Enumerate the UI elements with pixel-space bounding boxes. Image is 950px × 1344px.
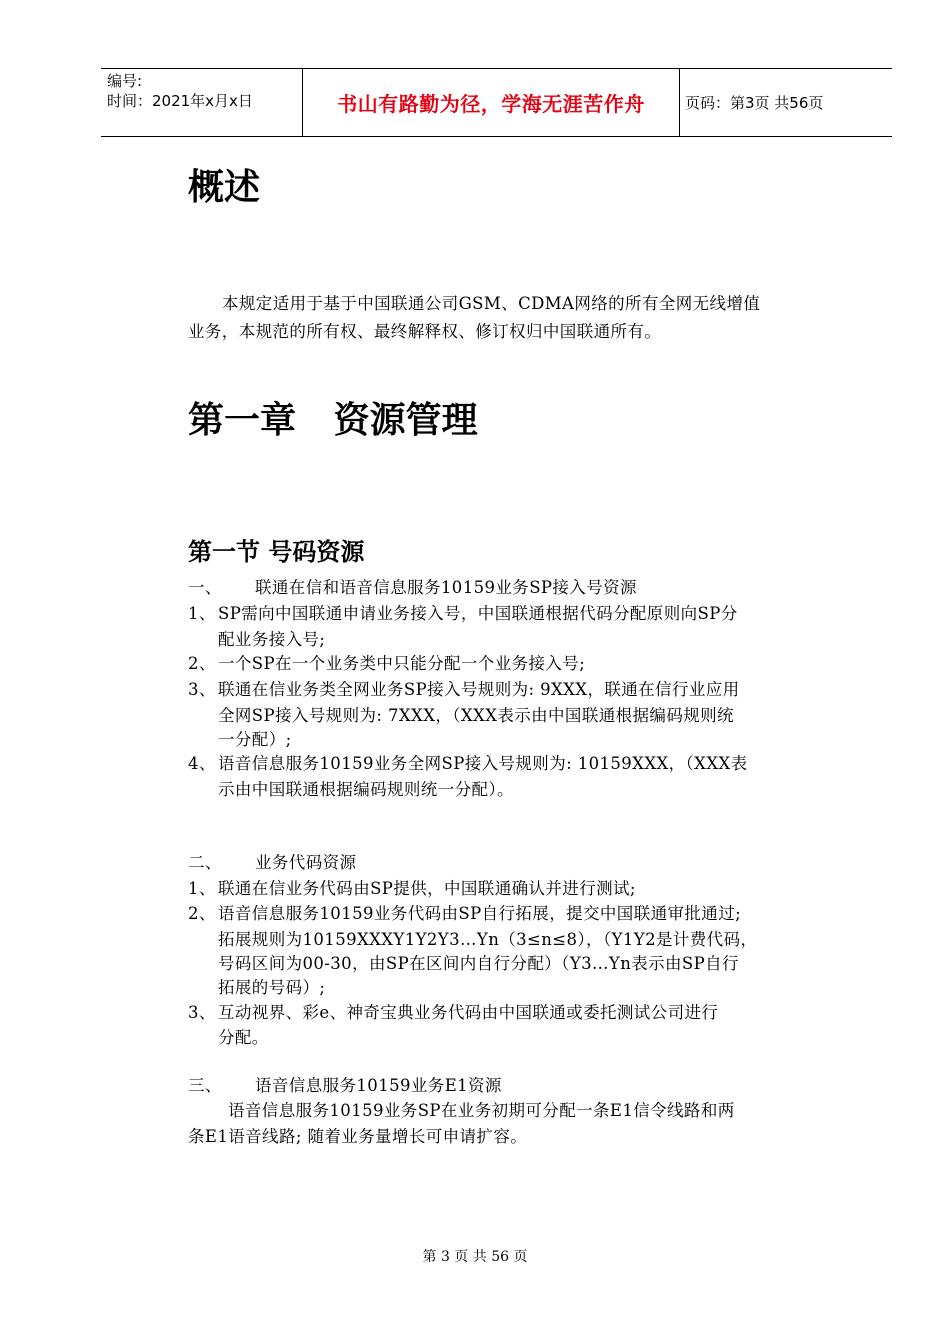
overview-paragraph-line: 本规定适用于基于中国联通公司GSM、CDMA网络的所有全网无线增值 bbox=[222, 294, 761, 313]
part-heading-text: 业务代码资源 bbox=[255, 853, 357, 872]
list-item-line: 分配。 bbox=[218, 1028, 269, 1047]
header-number-label: 编号: bbox=[107, 72, 143, 90]
header-motto-cell bbox=[302, 69, 680, 136]
list-item-number: 2、 bbox=[188, 654, 216, 673]
overview-paragraph-line: 业务，本规范的所有权、最终解释权、修订权归中国联通所有。 bbox=[188, 322, 662, 341]
part-heading-text: 语音信息服务10159业务E1资源 bbox=[255, 1076, 502, 1095]
part-paragraph-line: 条E1语音线路; 随着业务量增长可申请扩容。 bbox=[188, 1127, 528, 1146]
list-item-number: 2、 bbox=[188, 904, 216, 923]
list-item-line: SP需向中国联通申请业务接入号，中国联通根据代码分配原则向SP分 bbox=[218, 604, 738, 623]
list-item-line: 互动视界、彩e、神奇宝典业务代码由中国联通或委托测试公司进行 bbox=[218, 1003, 719, 1022]
list-item-line: 示由中国联通根据编码规则统一分配）。 bbox=[218, 780, 514, 799]
part-heading-number: 三、 bbox=[188, 1076, 222, 1095]
list-item-line: 拓展的号码）; bbox=[218, 978, 326, 997]
page-footer: 第 3 页 共 56 页 bbox=[422, 1249, 528, 1265]
list-item-line: 号码区间为00-30，由SP在区间内自行分配）（Y3…Yn表示由SP自行 bbox=[218, 954, 739, 973]
list-item-number: 3、 bbox=[188, 680, 216, 699]
list-item-line: 语音信息服务10159业务全网SP接入号规则为: 10159XXX，（XXX表 bbox=[218, 754, 748, 773]
header-page-cell bbox=[679, 69, 898, 136]
header-motto: 书山有路勤为径，学海无涯苦作舟 bbox=[337, 92, 645, 116]
part-heading-text: 联通在信和语音信息服务10159业务SP接入号资源 bbox=[255, 578, 637, 597]
list-item-line: 配业务接入号; bbox=[218, 630, 326, 649]
list-item-number: 4、 bbox=[188, 754, 216, 773]
list-item-number: 1、 bbox=[188, 604, 216, 623]
list-item-line: 拓展规则为10159XXXY1Y2Y3…Yn（3≤n≤8），（Y1Y2是计费代码， bbox=[218, 930, 758, 949]
list-item-line: 一个SP在一个业务类中只能分配一个业务接入号; bbox=[218, 654, 586, 673]
list-item-line: 联通在信业务类全网业务SP接入号规则为: 9XXX，联通在信行业应用 bbox=[218, 680, 740, 699]
list-item-line: 一分配）; bbox=[218, 730, 292, 749]
list-item-line: 联通在信业务代码由SP提供，中国联通确认并进行测试; bbox=[218, 879, 636, 898]
section-title: 第一节 号码资源 bbox=[188, 537, 365, 566]
list-item-number: 1、 bbox=[188, 879, 216, 898]
part-heading-number: 二、 bbox=[188, 853, 222, 872]
list-item-number: 3、 bbox=[188, 1003, 216, 1022]
list-item-line: 全网SP接入号规则为: 7XXX，（XXX表示由中国联通根据编码规则统 bbox=[218, 706, 734, 725]
chapter-title: 第一章 资源管理 bbox=[188, 399, 478, 441]
list-item-line: 语音信息服务10159业务代码由SP自行拓展，提交中国联通审批通过; bbox=[218, 904, 742, 923]
part-heading-number: 一、 bbox=[188, 578, 222, 597]
header-date-label: 时间：2021年x月x日 bbox=[107, 92, 253, 110]
overview-title: 概述 bbox=[188, 166, 261, 208]
part-paragraph-line: 语音信息服务10159业务SP在业务初期可分配一条E1信令线路和两 bbox=[228, 1101, 735, 1120]
page-header bbox=[101, 68, 892, 137]
header-meta bbox=[101, 69, 302, 136]
header-page-info: 页码：第3页 共56页 bbox=[685, 94, 824, 112]
